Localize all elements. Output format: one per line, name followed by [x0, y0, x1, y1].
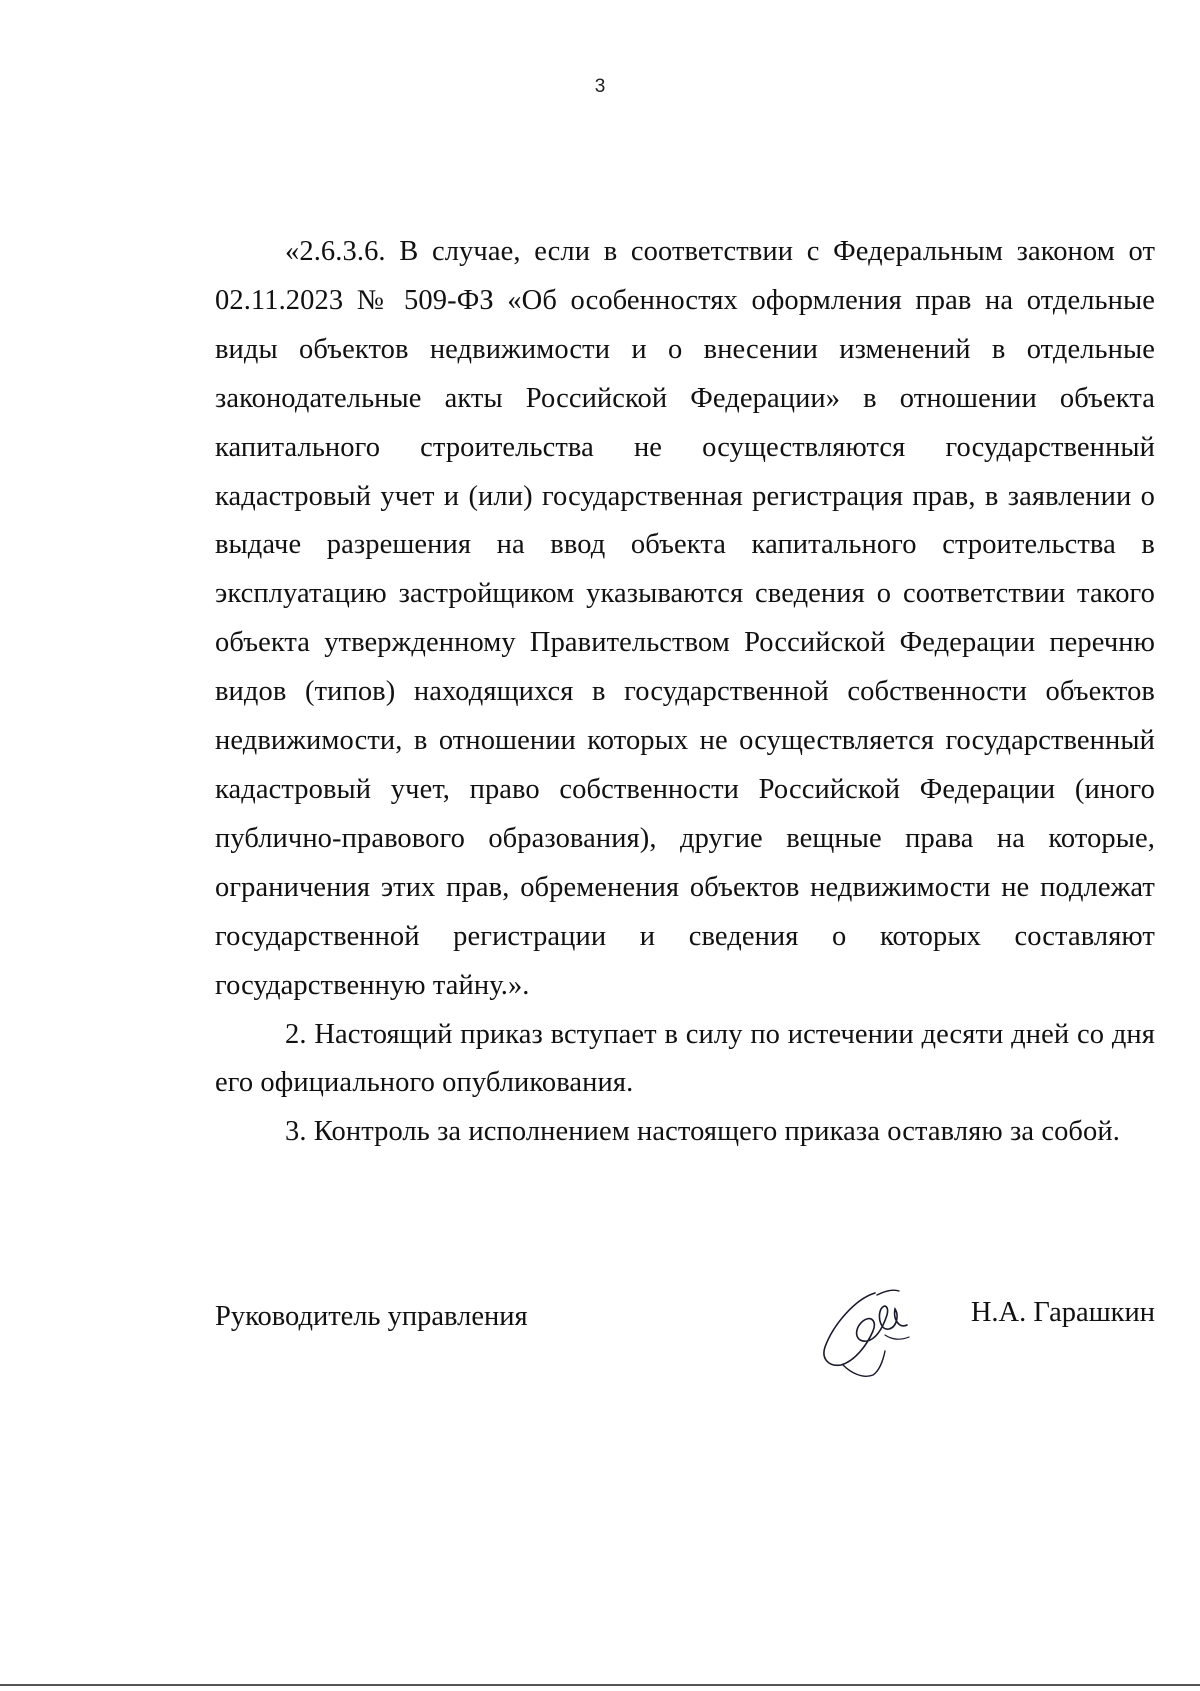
paragraph-clause-2-6-3-6: «2.6.3.6. В случае, если в соответствии с Федеральным законом от 02.11.2023 № 509-ФЗ «Об особенностях оформления прав на отдельные виды объектов недвижимости и о внесении изменений в отдельные законодательные акты Российской Федерации» в отношении объекта капитального строительства не осуществляются государственный кадастровый учет и (или) государственная регистрация прав, в заявлении о выдаче разрешения на ввод объекта капитального строительства в эксплуатацию застройщиком указываются сведения о соответствии такого объекта утвержденному Правительством Российской Федерации перечню видов (типов) находящихся в государственной собственности объектов недвижимости, в отношении которых не осуществляется государственный кадастровый учет, право собственности Российской Федерации (иного публично-правового образования), другие вещные права на которые, ограничения этих прав, обременения объектов недвижимости не подлежат государственной регистрации и сведения о которых составляют государственную тайну.».: [215, 236, 1155, 1001]
document-body: [215, 228, 1155, 1157]
page-bottom-rule: [0, 1684, 1200, 1686]
paragraph-control: 3. Контроль за исполнением настоящего приказа оставляю за собой.: [285, 1116, 1120, 1148]
handwritten-signature: [815, 1285, 920, 1385]
signature-block: [215, 1285, 1155, 1395]
signer-position: Руководитель управления: [215, 1301, 528, 1332]
page-number: 3: [594, 76, 606, 97]
paragraph-effective-date: 2. Настоящий приказ вступает в силу по истечении десяти дней со дня его официального опубликования.: [215, 1018, 1155, 1099]
signer-name: Н.А. Гарашкин: [970, 1297, 1155, 1328]
